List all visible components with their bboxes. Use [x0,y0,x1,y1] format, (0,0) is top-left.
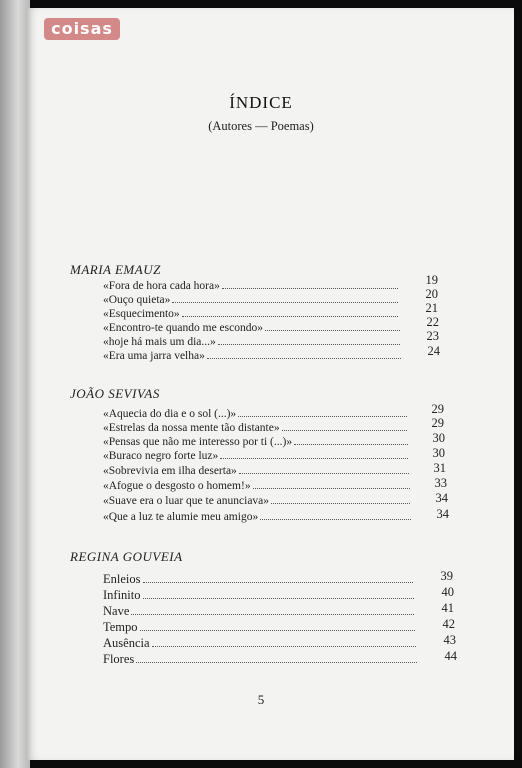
entry-title: Flores [103,652,135,666]
entry-page-number: 21 [425,301,438,315]
entry-page-number: 39 [440,569,453,583]
dot-leader [294,444,408,445]
list-item [103,620,415,634]
dot-leader [238,416,407,417]
dot-leader [182,316,398,317]
dot-leader [271,503,410,504]
entry-page-number: 41 [441,601,454,615]
list-item [103,321,400,335]
entry-page-number: 33 [434,476,447,490]
section-author-regina-gouveia: REGINA GOUVEIA [70,549,183,564]
entry-title: «Fora de hora cada hora» [103,280,220,292]
entry-title: «Que a luz te alumie meu amigo» [103,511,259,523]
entry-title: «Estrelas da nossa mente tão distante» [103,422,280,434]
entry-page-number: 23 [426,329,439,343]
list-item [103,435,408,449]
entry-title: Ausência [103,636,150,650]
entry-title: «Afogue o desgosto o homem!» [103,480,251,492]
dot-leader [218,344,400,345]
entry-title: «Sobrevivia em ilha deserta» [103,465,237,477]
dot-leader [131,614,414,615]
entry-title: «Buraco negro forte luz» [103,450,219,462]
list-item [103,479,410,493]
entry-title: «Esquecimento» [103,308,180,320]
entry-page-number: 29 [431,416,444,430]
entry-title: «Suave era o luar que te anunciava» [103,495,270,507]
list-item [103,464,409,478]
entry-page-number: 20 [425,287,438,301]
list-item [103,636,416,650]
list-item [103,604,414,618]
dot-leader [136,662,417,663]
watermark-logo: coisas [44,18,120,40]
list-item [103,279,398,293]
list-item [103,588,414,602]
entry-title: «Pensas que não me interesso por ti (...)» [103,436,293,448]
list-item [103,407,407,421]
entry-page-number: 30 [432,431,445,445]
dot-leader [140,630,415,631]
dot-leader [152,646,416,647]
list-item [103,494,410,508]
entry-title: Nave [103,604,130,618]
entry-title: Enleios [103,572,141,586]
entry-page-number: 30 [432,446,445,460]
dot-leader [260,519,411,520]
entry-title: Tempo [103,620,138,634]
index-subtitle: (Autores — Poemas) [208,119,314,133]
entry-page-number: 42 [442,617,455,631]
list-item [103,510,411,524]
list-item [103,572,413,586]
list-item [103,293,398,307]
dot-leader [282,430,407,431]
entry-page-number: 44 [444,649,457,663]
list-item [103,307,398,321]
list-item [103,652,417,666]
entry-page-number: 24 [427,344,440,358]
dot-leader [172,302,398,303]
list-item [103,335,400,349]
entry-page-number: 34 [436,507,449,521]
section-author-maria-emauz: MARIA EMAUZ [70,262,161,277]
list-item [103,421,407,435]
page-number: 5 [257,692,265,707]
entry-page-number: 34 [435,491,448,505]
entry-page-number: 40 [441,585,454,599]
entry-title: «Encontro-te quando me escondo» [103,322,263,334]
dot-leader [143,582,414,583]
entry-title: «Ouço quieta» [103,294,171,306]
entry-title: Infinito [103,588,141,602]
entry-title: «Aquecia do dia e o sol (...)» [103,408,237,420]
list-item [103,349,401,363]
dot-leader [143,598,415,599]
list-item [103,449,408,463]
entry-page-number: 19 [425,273,438,287]
entry-page-number: 43 [443,633,456,647]
section-author-joao-sevivas: JOÃO SEVIVAS [70,386,160,401]
entry-page-number: 22 [426,315,439,329]
dot-leader [265,330,400,331]
dot-leader [220,458,408,459]
dot-leader [222,288,398,289]
index-title: ÍNDICE [229,93,293,112]
entry-page-number: 29 [431,402,444,416]
entry-title: «hoje há mais um dia...» [103,336,216,348]
entry-title: «Era uma jarra velha» [103,350,205,362]
dot-leader [239,473,409,474]
dot-leader [253,488,410,489]
dot-leader [207,358,401,359]
entry-page-number: 31 [433,461,446,475]
